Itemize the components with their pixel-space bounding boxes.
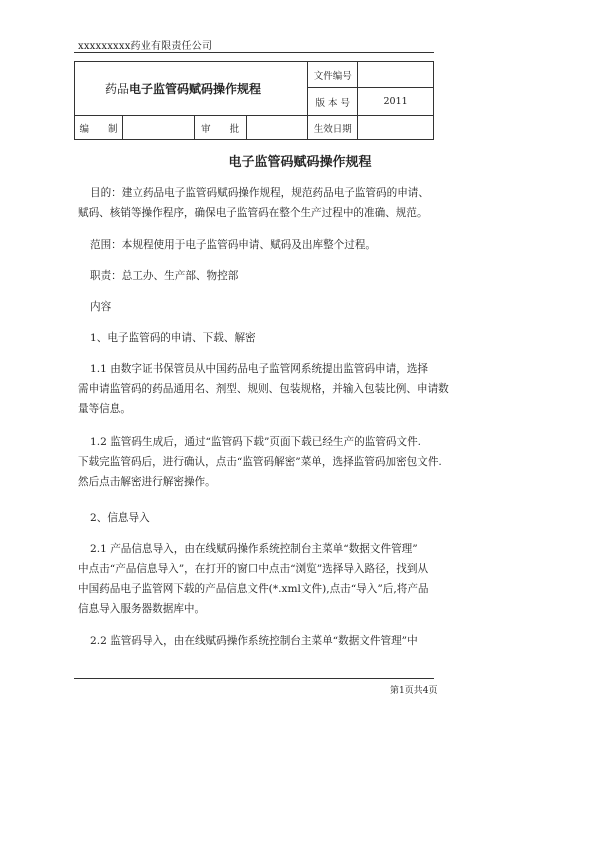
- version-value: 2011: [358, 88, 434, 116]
- effective-date-label: 生效日期: [308, 116, 358, 140]
- document-header-table: [74, 61, 434, 140]
- company-name: xxxxxxxxx药业有限责任公司: [78, 41, 213, 52]
- section-1-2-paragraph: 1.2 监管码生成后，通过“监管码下载”页面下载已经生产的监管码文件. 下载完监管码后，进行确认，点击“监管码解密”菜单，选择监管码加密包文件. 然后点击解密进行解密操作。: [78, 436, 442, 488]
- compiled-value: [122, 116, 194, 140]
- header-title-cell: [75, 62, 308, 116]
- section-2-1-paragraph: 2.1 产品信息导入，由在线赋码操作系统控制台主菜单“数据文件管理” 中点击“产品信息导入”，在打开的窗口中点击“浏览”选择导入路径，找到从 中国药品电子监管网下载的产品信息文件(*.xml文件),点击“导入”后,将产品 信息导入服务器数据库中。: [78, 543, 429, 615]
- compiled-label: 编 制: [75, 116, 123, 140]
- document-title: 电子监管码赋码操作规程: [228, 155, 372, 170]
- section-2-heading: 2、信息导入: [90, 512, 150, 524]
- section-1-heading: 1、电子监管码的申请、下载、解密: [90, 332, 256, 344]
- approved-label: 审 批: [194, 116, 246, 140]
- header-rule: [74, 52, 434, 53]
- approved-value: [246, 116, 308, 140]
- footer-rule: [74, 678, 434, 679]
- scope-paragraph: 范围：本规程使用于电子监管码申请、赋码及出库整个过程。: [90, 239, 377, 251]
- duty-paragraph: 职责：总工办、生产部、物控部: [90, 270, 239, 282]
- purpose-paragraph: 目的：建立药品电子监管码赋码操作规程，规范药品电子监管码的申请、 赋码、核销等操作程序，确保电子监管码在整个生产过程中的准确、规范。: [78, 187, 429, 219]
- section-2-2-paragraph: 2.2 监管码导入，由在线赋码操作系统控制台主菜单“数据文件管理”中: [90, 635, 418, 647]
- file-no-label: 文件编号: [308, 62, 358, 88]
- version-label: 版 本 号: [308, 88, 358, 116]
- header-title: 电子监管码赋码操作规程: [129, 82, 262, 96]
- content-heading: 内容: [90, 301, 112, 313]
- page-number: 第1页共4页: [390, 686, 438, 696]
- effective-date-value: [358, 116, 434, 140]
- header-title-prefix: 药品: [105, 82, 130, 96]
- file-no-value: [358, 62, 434, 88]
- section-1-1-paragraph: 1.1 由数字证书保管员从中国药品电子监管网系统提出监管码申请，选择 需申请监管码的药品通用名、剂型、规则、包装规格，并输入包装比例、申请数 量等信息。: [78, 363, 449, 415]
